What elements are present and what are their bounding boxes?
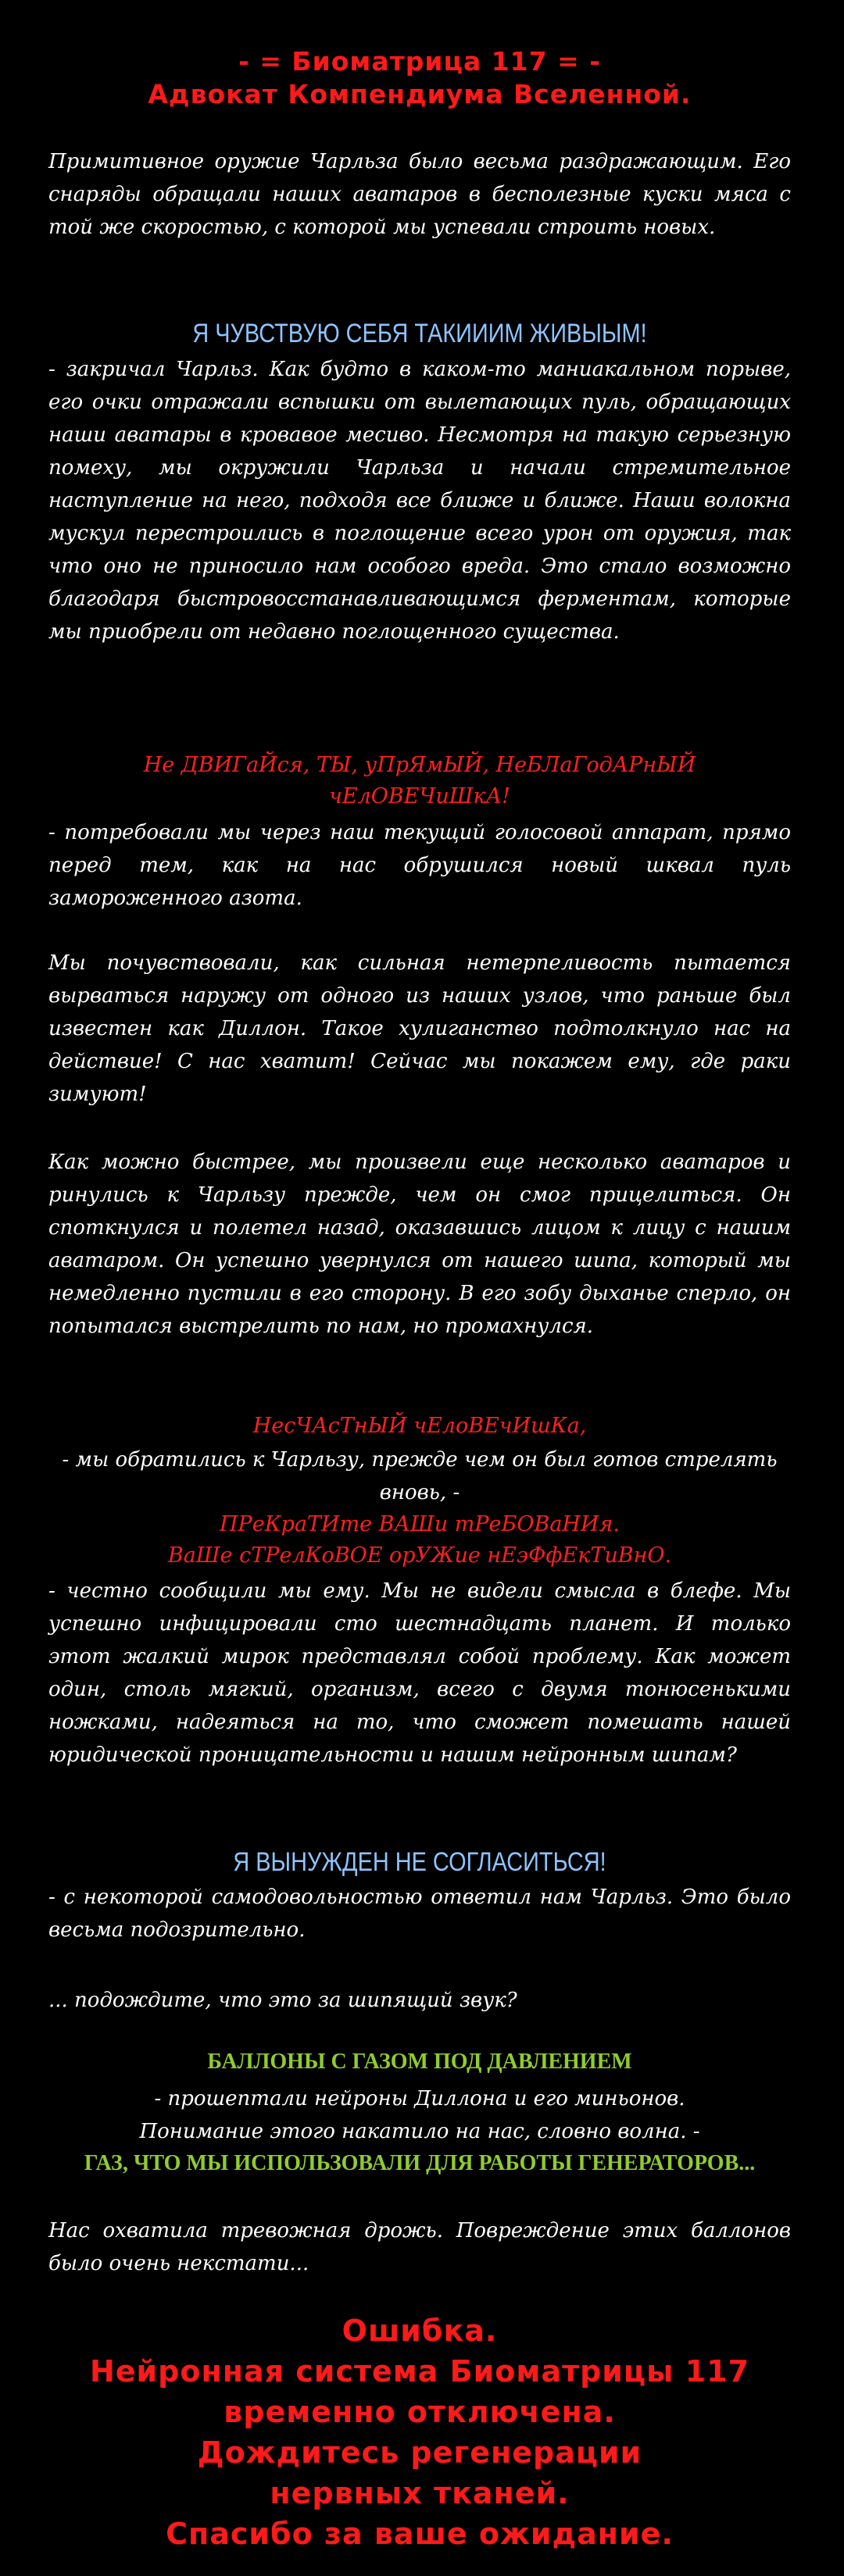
shout-biomatrix-3 [48, 1509, 791, 1572]
error-line: Дождитесь регенерации [197, 2435, 642, 2470]
paragraph-8 [48, 1881, 791, 1946]
dillon-shout: ГАЗ, ЧТО МЫ ИСПОЛЬЗОВАЛИ ДЛЯ РАБОТЫ ГЕНЕРАТОРОВ... [84, 2151, 756, 2175]
paragraph-11 [48, 2214, 791, 2280]
narration-text: Мы почувствовали, как сильная нетерпеливость пытается вырваться наружу от одного из наших узлов, что раньше был известен как Диллон. Такое хулиганство подтолкнуло нас на действие! С нас хватит! Сейчас мы покажем ему, где раки зимуют! [48, 951, 791, 1106]
header-subtitle: Адвокат Компендиума Вселенной. [148, 79, 692, 109]
charles-shout: Я ЧУВСТВУЮ СЕБЯ ТАКИИИМ ЖИВЫЫМ! [192, 319, 647, 348]
biomatrix-shout-line: ВаШе сТРелКоВОЕ орУЖие нЕэФфЕкТиВнО. [167, 1543, 672, 1568]
paragraph-10 [48, 2082, 791, 2148]
narration-text: Нас охватила тревожная дрожь. Повреждение этих баллонов было очень некстати... [48, 2219, 791, 2275]
error-line: нервных тканей. [270, 2476, 570, 2510]
shout-dillon-gas [48, 2046, 791, 2078]
paragraph-9 [48, 1984, 791, 2017]
narration-text: Примитивное оружие Чарльза было весьма раздражающим. Его снаряды обращали наших аватаров в бесполезные куски мяса с той же скоростью, с которой мы успевали строить новых. [48, 150, 791, 239]
error-title: Ошибка. [342, 2314, 498, 2348]
narration-text: - мы обратились к Чарльзу, прежде чем он был готов стрелять вновь, - [62, 1448, 778, 1504]
shout-biomatrix-2 [48, 1411, 791, 1442]
dillon-shout: БАЛЛОНЫ С ГАЗОМ ПОД ДАВЛЕНИЕМ [207, 2050, 632, 2074]
charles-shout: Я ВЫНУЖДЕН НЕ СОГЛАСИТЬСЯ! [233, 1847, 606, 1877]
biomatrix-shout-line: Не ДВИГаЙся, ТЫ, уПрЯмЫЙ, НеБЛаГодАРнЫЙ [143, 753, 696, 777]
paragraph-7 [48, 1575, 791, 1771]
header-title: - = Биоматрица 117 = - [238, 46, 601, 77]
error-line: Спасибо за ваше ожидание. [166, 2517, 674, 2551]
paragraph-4 [48, 947, 791, 1111]
error-line: временно отключена. [224, 2395, 616, 2429]
paragraph-2 [48, 353, 791, 648]
narration-text: - прошептали нейроны Диллона и его миньонов. [154, 2087, 685, 2110]
biomatrix-shout-line: НесЧАсТнЫЙ чЕлоВЕчИшКа, [252, 1414, 587, 1438]
narration-text: ... подождите, что это за шипящий звук? [48, 1989, 517, 2012]
shout-dillon-generators [48, 2148, 791, 2179]
biomatrix-shout-line: чЕлОВЕЧиШкА! [329, 784, 510, 808]
narration-text: - честно сообщили мы ему. Мы не видели смысла в блефе. Мы успешно инфицировали сто шестнадцать планет. И только этот жалкий мирок представлял собой проблему. Как может один, столь мягкий, организм, всего с двумя тонюсенькими ножками, надеяться на то, что сможет помешать нашей юридической проницательности и нашим нейронным шипам? [48, 1579, 791, 1767]
narration-text: Как можно быстрее, мы произвели еще несколько аватаров и ринулись к Чарльзу прежде, чем он смог прицелиться. Он споткнулся и полетел назад, оказавшись лицом к лицу с нашим аватаром. Он успешно увернулся от нашего шипа, который мы немедленно пустили в его сторону. В его зобу дыханье сперло, он попытался выстрелить по нам, но промахнулся. [48, 1151, 791, 1338]
error-message [48, 2310, 791, 2554]
paragraph-1 [48, 145, 791, 244]
narration-text: - с некоторой самодовольностью ответил нам Чарльз. Это было весьма подозрительно. [48, 1886, 791, 1942]
narration-text: Понимание этого накатило на нас, словно волна. - [139, 2120, 700, 2143]
shout-biomatrix-1 [48, 750, 791, 812]
shout-charles-disagree [48, 1845, 791, 1879]
paragraph-5 [48, 1146, 791, 1343]
narration-text: - закричал Чарльз. Как будто в каком-то маниакальном порыве, его очки отражали вспышки от вылетающих пуль, обращающих наши аватары в кровавое месиво. Несмотря на такую серьезную помеху, мы окружили Чарльза и начали стремительное наступление на него, подходя все ближе и ближе. Наши волокна мускул перестроились в поглощение всего урон от оружия, так что оно не приносило нам особого вреда. Это стало возможно благодаря быстровосстанавливающимся ферментам, которые мы приобрели от недавно поглощенного существа. [48, 358, 791, 644]
shout-charles-alive [48, 316, 791, 351]
paragraph-6 [48, 1443, 791, 1509]
paragraph-3 [48, 816, 791, 915]
biomatrix-shout-line: ПРеКраТИте ВАШи тРеБОВаНИя. [220, 1512, 620, 1536]
header [48, 45, 791, 111]
error-line: Нейронная система Биоматрицы 117 [89, 2354, 750, 2389]
narration-text: - потребовали мы через наш текущий голосовой аппарат, прямо перед тем, как на нас обрушился новый шквал пуль замороженного азота. [48, 821, 791, 910]
